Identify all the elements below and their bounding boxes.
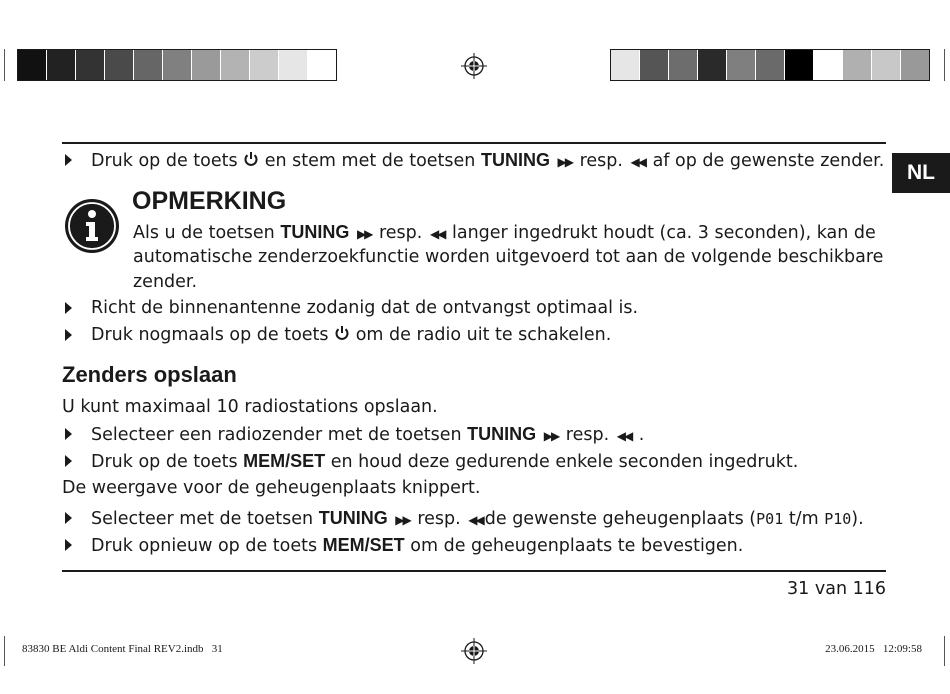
rewind-icon: ◀◀ <box>630 155 645 169</box>
color-swatch <box>611 50 640 80</box>
color-swatch <box>192 50 221 80</box>
fast-forward-icon: ▶▶ <box>356 227 372 241</box>
section-title: Zenders opslaan <box>62 362 237 387</box>
fast-forward-icon: ▶▶ <box>543 429 559 443</box>
footer-timestamp: 23.06.2015 12:09:58 <box>825 643 922 655</box>
color-swatch <box>756 50 785 80</box>
paragraph-1: U kunt maximaal 10 radiostations opslaan. <box>62 397 438 417</box>
color-swatch <box>163 50 192 80</box>
crop-mark <box>4 49 5 81</box>
fast-forward-icon: ▶▶ <box>557 155 572 169</box>
color-swatch <box>843 50 872 80</box>
bottom-rule <box>62 570 886 572</box>
color-swatch <box>47 50 76 80</box>
lcd-display-text: P01 <box>756 510 784 528</box>
color-swatch <box>669 50 698 80</box>
note-title: OPMERKING <box>132 187 287 215</box>
color-bar-right <box>610 49 930 81</box>
bullet-arrow-icon <box>65 329 72 341</box>
instruction-2: Richt de binnenantenne zodanig dat de ontvangst optimaal is. <box>91 298 639 318</box>
fast-forward-icon: ▶▶ <box>395 513 410 527</box>
language-tab: NL <box>892 153 950 193</box>
instruction-5: Druk op de toets MEM/SET en houd deze gedurende enkele seconden ingedrukt. <box>91 451 799 472</box>
color-swatch <box>134 50 163 80</box>
bullet-arrow-icon <box>65 455 72 467</box>
crop-mark <box>944 49 945 81</box>
color-bar-left <box>17 49 337 81</box>
bullet-arrow-icon <box>65 428 72 440</box>
power-icon <box>334 325 350 345</box>
note-line-1: Als u de toetsen TUNING ▶▶ resp. ◀◀ langer ingedrukt houdt (ca. 3 seconden), kan de <box>133 220 876 246</box>
bullet-arrow-icon <box>65 154 72 166</box>
paragraph-2: De weergave voor de geheugenplaats knippert. <box>62 478 481 498</box>
note-line-3: zender. <box>133 272 198 292</box>
crop-mark <box>944 636 945 666</box>
footer-file-info: 83830 BE Aldi Content Final REV2.indb 31 <box>22 643 223 655</box>
instruction-7: Druk opnieuw op de toets MEM/SET om de geheugenplaats te bevestigen. <box>91 535 744 556</box>
power-icon <box>243 151 259 171</box>
color-swatch <box>221 50 250 80</box>
instruction-6: Selecteer met de toetsen TUNING ▶▶ resp. ◀◀ de gewenste geheugenplaats (P01 t/m P10). <box>91 506 864 532</box>
instruction-4: Selecteer een radiozender met de toetsen TUNING ▶▶ resp. ◀◀ . <box>91 422 644 448</box>
crop-mark <box>4 636 5 666</box>
color-swatch <box>250 50 279 80</box>
color-swatch <box>76 50 105 80</box>
lcd-display-text: P10 <box>824 510 852 528</box>
info-icon <box>63 197 121 255</box>
registration-mark-icon <box>461 53 487 79</box>
note-line-2: automatische zenderzoekfunctie worden uitgevoerd tot aan de volgende beschikbare <box>133 247 884 267</box>
instruction-3: Druk nogmaals op de toets om de radio uit te schakelen. <box>91 325 612 345</box>
color-swatch <box>18 50 47 80</box>
color-swatch <box>105 50 134 80</box>
color-swatch <box>698 50 727 80</box>
bullet-arrow-icon <box>65 302 72 314</box>
color-swatch <box>640 50 669 80</box>
rewind-icon: ◀◀ <box>616 429 632 443</box>
color-swatch <box>814 50 843 80</box>
color-swatch <box>727 50 756 80</box>
color-swatch <box>279 50 308 80</box>
rewind-icon: ◀◀ <box>468 513 483 527</box>
color-swatch <box>785 50 814 80</box>
bullet-arrow-icon <box>65 539 72 551</box>
bullet-arrow-icon <box>65 512 72 524</box>
color-swatch <box>308 50 336 80</box>
color-swatch <box>901 50 929 80</box>
page-number: 31 van 116 <box>787 579 886 599</box>
top-rule <box>62 142 886 144</box>
registration-mark-icon <box>461 638 487 664</box>
instruction-1: Druk op de toets en stem met de toetsen TUNING ▶▶ resp. ◀◀ af op de gewenste zender. <box>91 148 884 174</box>
rewind-icon: ◀◀ <box>429 227 445 241</box>
color-swatch <box>872 50 901 80</box>
